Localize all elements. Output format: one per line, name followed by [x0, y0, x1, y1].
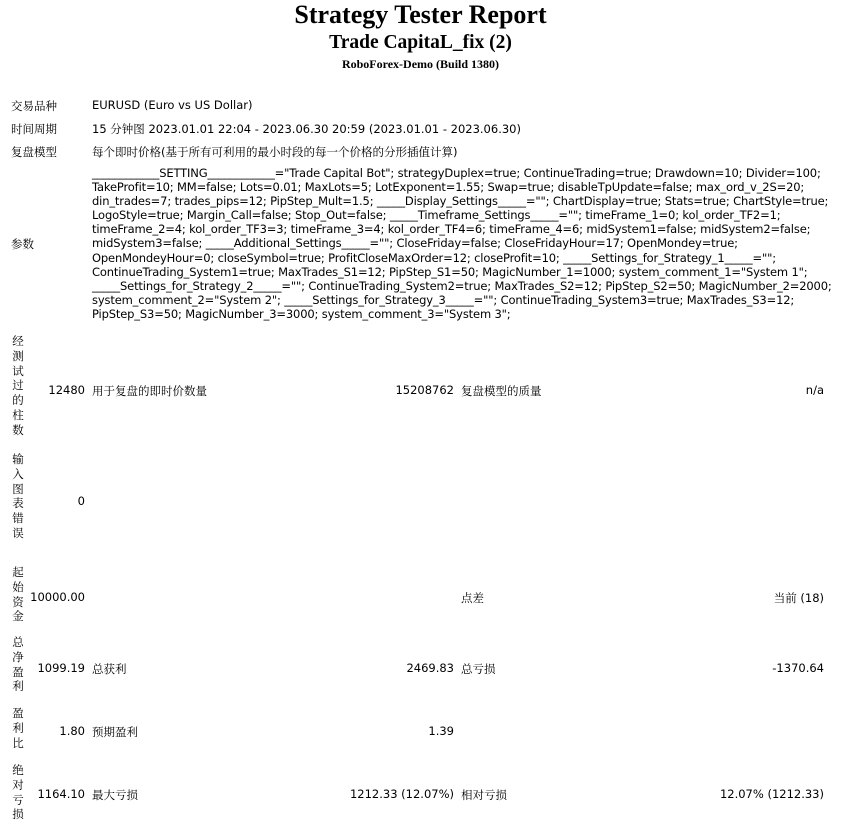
ticks-modelled-label: 用于复盘的即时价数量 — [92, 384, 207, 398]
gross-profit-value: 2469.83 — [406, 661, 454, 675]
ticks-modelled-value: 15208762 — [395, 383, 454, 397]
net-profit-value: 1099.19 — [37, 661, 85, 675]
period-value: 15 分钟图 2023.01.01 22:04 - 2023.06.30 20:59 (2023.01.01 - 2023.06.30) — [92, 122, 521, 136]
gross-loss-value: -1370.64 — [772, 661, 824, 675]
params-value: ____________SETTING____________="Trade Capital Bot"; strategyDuplex=true; ContinueTrading=true; Drawdown=10; Divider=100; TakeProfit=10; MM=false; Lots=0.01; MaxLots=5; LotExponent=1.55; Swap=true; disableTpUpdate=false; max_ord_v_2S=20; din_trades=7; trades_pips=12; PipStep_Mult=1.5; _____Display_Settings_____=""; ChartDisplay=true; Stats=true; ChartStyle=true; LogoStyle=true; Margin_Call=false; Stop_Out=false; _____Timeframe_Settings_____=""; timeFrame_1=0; kol_order_TF2=1; timeFrame_2=4; kol_order_TF3=3; timeFrame_3=4; kol_order_TF4=6; timeFrame_4=6; midSystem1=false; midSystem2=false; midSystem3=false; _____Additional_Settings_____=""; CloseFriday=false; CloseFridayHour=17; OpenMondey=true; OpenMondeyHour=0; closeSymbol=true; ProfitCloseMaxOrder=12; closeProfit=10; _____Settings_for_Strategy_1_____=""; ContinueTrading_System1=true; MaxTrades_S1=12; PipStep_S1=50; MagicNumber_1=1000; system_comment_1="System 1"; _____Settings_for_Strategy_2_____=""; ContinueTrading_System2=true; MaxTrades_S2=12; PipStep_S2=50; MagicNumber_2=2000; system_comment_2="System 2"; _____Settings_for_Strategy_3_____=""; ContinueTrading_System3=true; MaxTrades_S3=12; PipStep_S3=50; MagicNumber_3=3000; system_comment_3="System 3"; — [92, 166, 832, 321]
spread-label: 点差 — [461, 591, 484, 605]
bars-tested-value: 12480 — [48, 383, 85, 397]
absolute-drawdown-value: 1164.10 — [37, 787, 85, 801]
initial-deposit-label: 起 始 资 金 — [12, 565, 24, 624]
bars-tested-label: 经 测 试 过 的 柱 数 — [12, 334, 24, 437]
modelling-quality-value: n/a — [805, 383, 824, 397]
profit-factor-label: 盈 利 比 — [12, 706, 24, 750]
symbol-label: 交易品种 — [11, 99, 57, 113]
net-profit-label: 总 净 盈 利 — [12, 635, 24, 694]
spread-value: 当前 (18) — [773, 591, 824, 605]
maximal-drawdown-value: 1212.33 (12.07%) — [349, 787, 454, 801]
model-label: 复盘模型 — [11, 145, 57, 159]
maximal-drawdown-label: 最大亏损 — [92, 788, 138, 802]
symbol-value: EURUSD (Euro vs US Dollar) — [92, 98, 253, 112]
expected-payoff-label: 预期盈利 — [92, 725, 138, 739]
gross-profit-label: 总获利 — [92, 662, 127, 676]
modelling-quality-label: 复盘模型的质量 — [461, 384, 542, 398]
initial-deposit-value: 10000.00 — [30, 590, 85, 604]
absolute-drawdown-label: 绝 对 亏 损 — [12, 763, 24, 822]
expert-name: Trade CapitaL_fix (2) — [329, 32, 512, 53]
chart-errors-label: 输 入 图 表 错 误 — [12, 452, 24, 540]
relative-drawdown-value: 12.07% (1212.33) — [719, 787, 824, 801]
chart-errors-value: 0 — [77, 494, 85, 508]
params-label: 参数 — [11, 237, 34, 251]
report-title: Strategy Tester Report — [294, 0, 547, 29]
profit-factor-value: 1.80 — [59, 724, 85, 738]
server-build: RoboForex-Demo (Build 1380) — [341, 57, 500, 71]
gross-loss-label: 总亏损 — [461, 662, 496, 676]
expected-payoff-value: 1.39 — [428, 724, 454, 738]
relative-drawdown-label: 相对亏损 — [461, 788, 507, 802]
period-label: 时间周期 — [11, 122, 57, 136]
model-value: 每个即时价格(基于所有可利用的最小时段的每一个价格的分形插值计算) — [92, 145, 458, 159]
